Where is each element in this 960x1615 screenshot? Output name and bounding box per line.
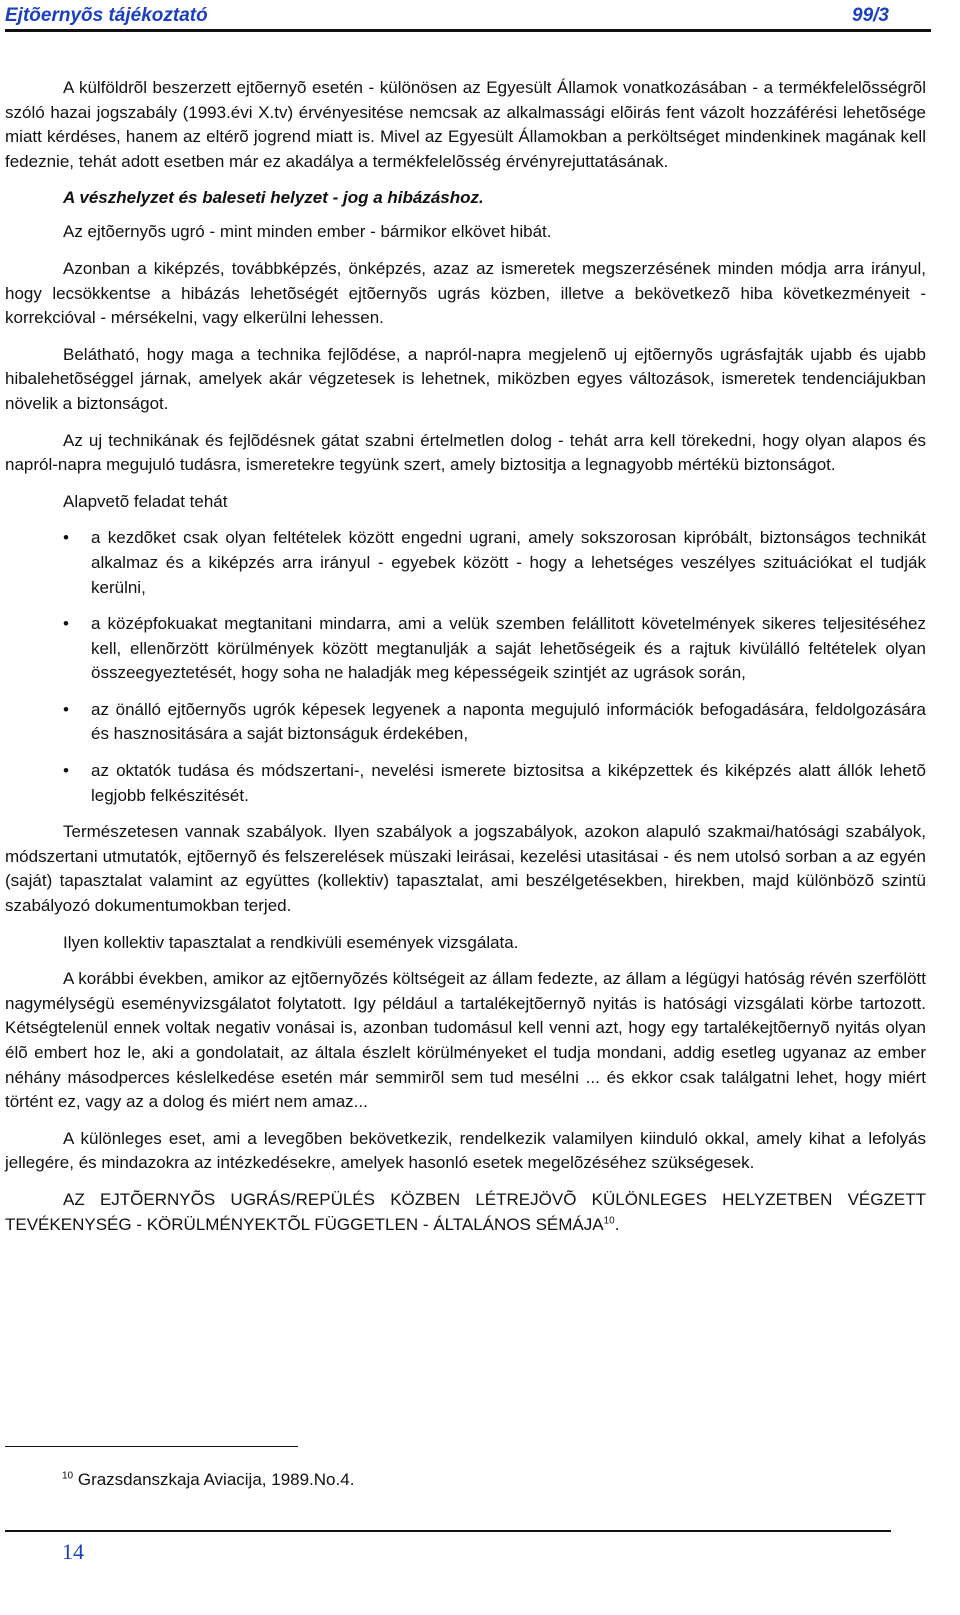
page-header: [5, 0, 931, 30]
header-issue-number: 99/3: [852, 5, 889, 26]
bullet-icon: •: [63, 761, 69, 781]
footnote-separator: [5, 1446, 298, 1447]
task-list: [5, 526, 926, 808]
list-item: [5, 612, 926, 686]
footnote-number: 10: [62, 1470, 74, 1482]
footnote-text: Grazsdanszkaja Aviacija, 1989.No.4.: [73, 1470, 355, 1489]
header-rule: [5, 29, 931, 32]
section-heading: A vészhelyzet és baleseti helyzet - jog a hibázáshoz.: [63, 188, 484, 208]
paragraph-4: Belátható, hogy maga a technika fejlõdése, a napról-napra megjelenõ uj ejtõernyõs ugrásfajták ujabb és ujabb hibalehetõséggel járnak, amelyek akár végzetesek is lehetnek, miközben egyes változások, ismeretek tendenciájukban növelik a biztonságot.: [5, 344, 926, 413]
list-item: [5, 698, 926, 747]
paragraph-5: Az uj technikának és fejlõdésnek gátat szabni értelmetlen dolog - tehát arra kell törekedni, hogy olyan alapos és napról-napra megujuló tudásra, ismeretekre tegyünk szert, amely biztositja a legnagyobb mértékü biztonságot.: [5, 430, 926, 475]
bullet-icon: •: [63, 614, 69, 634]
list-item: [5, 526, 926, 600]
paragraph-11: [5, 1188, 926, 1237]
paragraph-3: Azonban a kiképzés, továbbképzés, önképzés, azaz az ismeretek megszerzésének minden módja arra irányul, hogy lecsökkentse a hibázás lehetõségét ejtõernyõs ugrás közben, illetve a bekövetkezõ hiba következményeit - korrekcióval - mérsékelni, vagy elkerülni lehessen.: [5, 258, 926, 328]
list-item-text: az oktatók tudása és módszertani-, nevelési ismerete biztositsa a kiképzettek és kiképzés alatt állók lehetõ legjobb felkészitését.: [91, 761, 926, 805]
list-item-text: az önálló ejtõernyõs ugrók képesek legyenek a naponta megujuló információk befogadására, feldolgozására és hasznositására a saját biztonságuk érdekében,: [91, 699, 926, 744]
paragraph-10: A különleges eset, ami a levegõben bekövetkezik, rendelkezik valamilyen kiinduló okkal, amely kihat a lefolyás jellegére, és mindazokra az intézkedésekre, amelyek hasonló esetek megelõzéséhez szükségesek.: [5, 1128, 926, 1173]
paragraph-9: A korábbi években, amikor az ejtõernyõzés költségeit az állam fedezte, az állam a légügyi hatóság révén szerfölött nagymélységü eseményvizsgálatot folytatott. Igy például a tartalékejtõernyõ nyitás is hatósági vizsgálati körbe tartozott. Kétségtelenül ennek voltak negativ vonásai is, azonban tudomásul kell venni azt, hogy egy tartalékejtõernyõ nyitás olyan élõ embert hoz le, aki a gondolatait, az általa észlelt körülményeket el tudja mondani, addig esetleg ugyanaz az ember néhány másodperces késlelkedése esetén már semmirõl sem tud mesélni ... és ekkor csak találgatni lehet, hogy miért történt ez, vagy az a dolog és miért nem amaz...: [5, 969, 926, 1112]
paragraph-1: A külföldrõl beszerzett ejtõernyõ esetén - különösen az Egyesült Államok vonatkozásában - a termékfelelõsségrõl szóló hazai jogszabály (1993.évi X.tv) érvényesitése nemcsak az alkalmassági elõirás fent vázolt hozzáférési lehetõsége miatt kérdéses, hanem az eltérõ jogrend miatt is. Mivel az Egyesült Államokban a perköltséget mindenkinek magának kell fedeznie, tehát adott esetben már ez akadálya a termékfelelõsség érvényrejuttatásának.: [5, 78, 926, 171]
list-item-text: a középfokuakat megtanitani mindarra, ami a velük szemben felállitott követelmények sikeres teljesitéséhez kell, ellenõrzött körülmények között megtanulják a saját lehetõségeik és a rajtuk kivülálló feltételek olyan összeegyeztetését, hogy soha ne haladják meg képességeik szintjét az ugrások során,: [91, 614, 926, 683]
list-item-text: a kezdõket csak olyan feltételek között engedni ugrani, amely sokszorosan kipróbált, biztonságos technikát alkalmaz és a kiképzés arra irányul - egyebek között - hogy a lehetséges veszélyes szituációkat el tudják kerülni,: [91, 528, 926, 597]
header-title: Ejtõernyõs tájékoztató: [5, 5, 208, 26]
footnote-reference[interactable]: 10: [603, 1214, 615, 1226]
footnote: [62, 1470, 354, 1490]
paragraph-6: Alapvetõ feladat tehát: [63, 491, 228, 511]
bullet-icon: •: [63, 528, 69, 548]
bullet-icon: •: [63, 699, 69, 719]
paragraph-2: Az ejtõernyõs ugró - mint minden ember - bármikor elkövet hibát.: [63, 222, 552, 242]
list-item: [5, 759, 926, 808]
page-body: [5, 76, 926, 1249]
section-title-end: .: [614, 1214, 620, 1234]
page-number: 14: [62, 1539, 84, 1564]
paragraph-7: Természetesen vannak szabályok. Ilyen szabályok a jogszabályok, azokon alapuló szakmai/hatósági szabályok, módszertani utmutatók, ejtõernyõ és felszerelések müszaki leirásai, kezelési utasitásai - és nem utolsó sorban a az egyén (saját) tapasztalat valamint az együttes (kollektiv) tapasztalat, ami beszélgetésekben, hirekben, majd különbözõ szintü szabályozó dokumentumokban terjed.: [5, 822, 926, 916]
section-title-text: AZ EJTÕERNYÕS UGRÁS/REPÜLÉS KÖZBEN LÉTREJÖVÕ KÜLÖNLEGES HELYZETBEN VÉGZETT TEVÉKENYSÉG - KÖRÜLMÉNYEKTÕL FÜGGETLEN - ÁLTALÁNOS SÉMÁJA: [5, 1189, 926, 1234]
footer-rule: [5, 1530, 891, 1532]
paragraph-8: Ilyen kollektiv tapasztalat a rendkivüli események vizsgálata.: [63, 932, 519, 952]
